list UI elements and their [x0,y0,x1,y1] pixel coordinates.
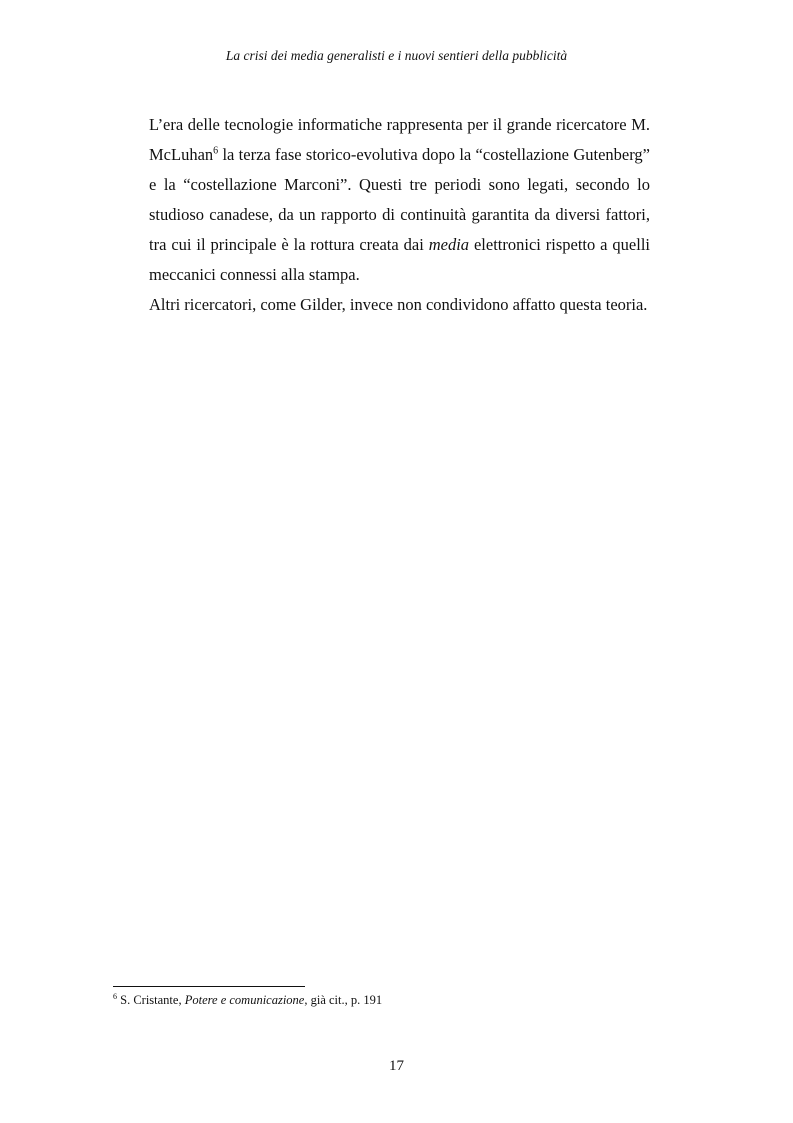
footnote-title: Potere e comunicazione [184,993,305,1007]
paragraph-2: Altri ricercatori, come Gilder, invece non condividono affatto questa teoria. [149,295,648,314]
paragraph-1 [149,110,650,290]
paragraph-1-text-b: la terza fase storico-evolutiva dopo la “costellazione Gutenberg” e la “costellazione Marconi”. Questi tre periodi sono legati, secondo lo studioso canadese, da un rapporto di continuità garantita da diversi fattori, tra cui il principale è la rottura creata dai [149,145,650,254]
footnote-author: S. Cristante, [117,993,185,1007]
running-header: La crisi dei media generalisti e i nuovi sentieri della pubblicità [225,48,568,63]
footnote [113,992,673,1008]
footnote-divider [113,986,305,987]
footnote-rest: , già cit., p. 191 [304,993,383,1007]
page-number: 17 [389,1058,404,1074]
paragraph-1-italic-word: media [428,235,470,254]
paragraph-1-text-a: L’era delle tecnologie informatiche rappresenta per il grande ricercatore M. McLuhan [149,115,650,164]
body-text [149,110,650,320]
footnote-number: 6 [113,991,117,1001]
footnote-reference[interactable]: 6 [213,145,219,157]
paragraph-1-text-c: elettronici rispetto a quelli meccanici connessi alla stampa. [149,235,650,284]
